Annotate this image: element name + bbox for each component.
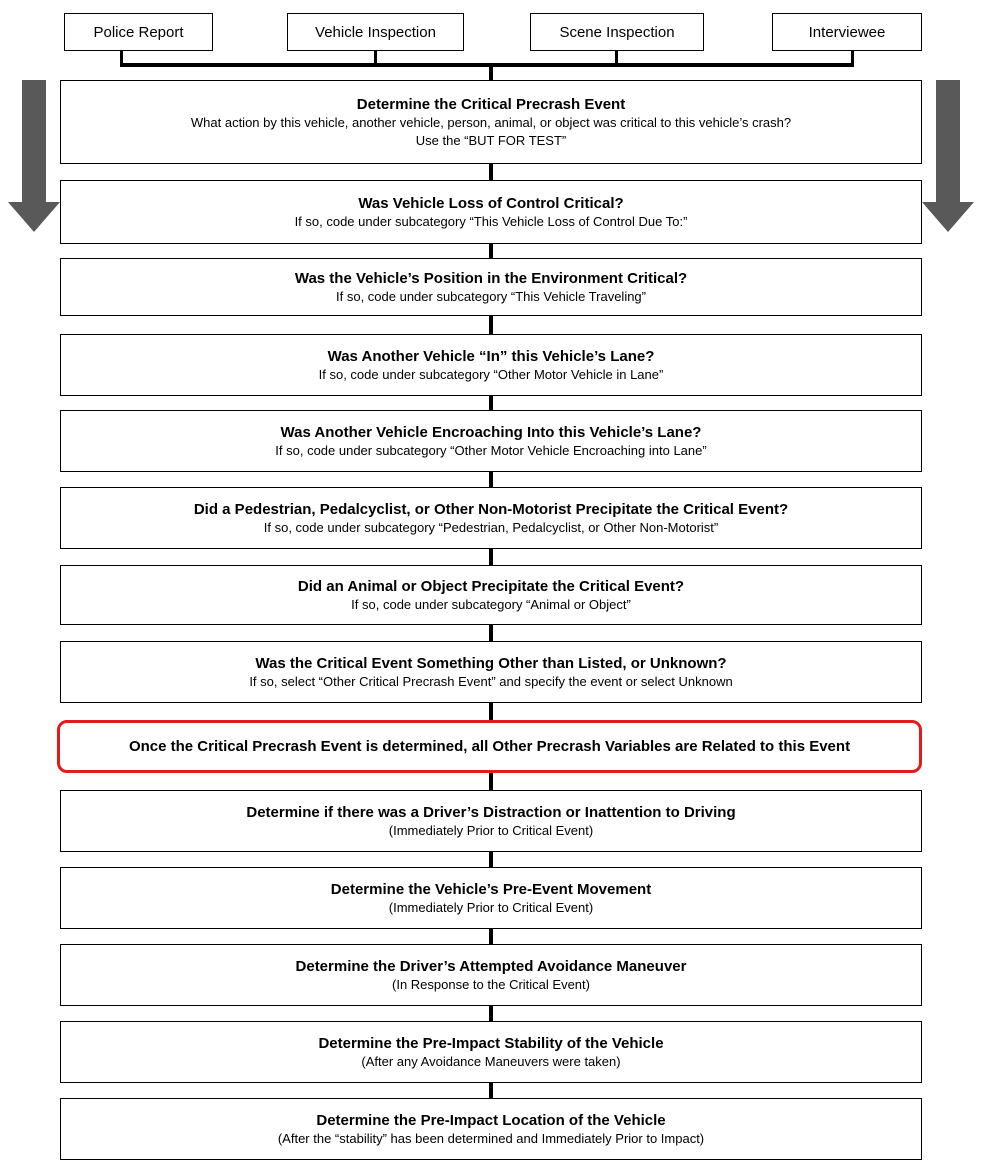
source-police-report: Police Report [64,13,213,51]
step-title: Was Vehicle Loss of Control Critical? [358,194,624,212]
step-non-motorist [60,487,922,549]
step-description: If so, code under subcategory “Other Motor Vehicle Encroaching into Lane” [275,442,707,458]
source-interviewee: Interviewee [772,13,922,51]
step-title: Determine the Driver’s Attempted Avoidance Maneuver [295,957,687,975]
step-title: Did an Animal or Object Precipitate the Critical Event? [297,577,685,595]
down-arrow-right-icon [922,80,974,232]
step-description: If so, code under subcategory “Animal or Object” [351,596,631,612]
step-title: Was Another Vehicle Encroaching Into this Vehicle’s Lane? [280,423,702,441]
step-description: (Immediately Prior to Critical Event) [388,899,594,915]
source-vehicle-inspection: Vehicle Inspection [287,13,464,51]
step-description: If so, code under subcategory “Other Motor Vehicle in Lane” [318,366,664,382]
step-title: Was the Vehicle’s Position in the Environment Critical? [294,269,688,287]
step-description: (Immediately Prior to Critical Event) [388,822,594,838]
highlight-note: Once the Critical Precrash Event is determined, all Other Precrash Variables are Related to this Event [57,720,922,773]
step-description: (After any Avoidance Maneuvers were taken) [361,1053,621,1069]
step-other-or-unknown [60,641,922,703]
source-scene-inspection: Scene Inspection [530,13,704,51]
step-title: Determine the Vehicle’s Pre-Event Movement [330,880,652,898]
step-title: Was the Critical Event Something Other than Listed, or Unknown? [255,654,727,672]
step-title: Determine the Pre-Impact Location of the Vehicle [316,1111,666,1129]
step-description: (In Response to the Critical Event) [392,976,590,992]
step-critical-precrash-event [60,80,922,164]
step-animal-or-object [60,565,922,625]
step-title: Was Another Vehicle “In” this Vehicle’s Lane? [327,347,655,365]
step-description: If so, code under subcategory “This Vehicle Loss of Control Due To:” [294,213,688,229]
step-description: If so, code under subcategory “This Vehicle Traveling” [336,288,646,304]
step-title: Determine if there was a Driver’s Distraction or Inattention to Driving [246,803,736,821]
followup-pre-event-movement [60,867,922,929]
step-description: If so, select “Other Critical Precrash Event” and specify the event or select Unknown [249,673,733,689]
followup-driver-distraction [60,790,922,852]
step-loss-of-control [60,180,922,244]
step-title: Did a Pedestrian, Pedalcyclist, or Other Non-Motorist Precipitate the Critical Event? [193,500,789,518]
step-description: Use the “BUT FOR TEST” [415,132,567,148]
step-description: (After the “stability” has been determined and Immediately Prior to Impact) [277,1130,705,1146]
followup-pre-impact-stability [60,1021,922,1083]
step-description: If so, code under subcategory “Pedestrian, Pedalcyclist, or Other Non-Motorist” [263,519,719,535]
down-arrow-left-icon [8,80,60,232]
step-vehicle-in-lane [60,334,922,396]
step-title: Determine the Pre-Impact Stability of the Vehicle [318,1034,664,1052]
step-title: Determine the Critical Precrash Event [356,95,626,113]
step-vehicle-position [60,258,922,316]
followup-pre-impact-location [60,1098,922,1160]
step-description: What action by this vehicle, another vehicle, person, animal, or object was critical to this vehicle’s crash? [190,114,792,130]
step-vehicle-encroaching [60,410,922,472]
connector-horizontal [120,63,854,67]
followup-avoidance-maneuver [60,944,922,1006]
